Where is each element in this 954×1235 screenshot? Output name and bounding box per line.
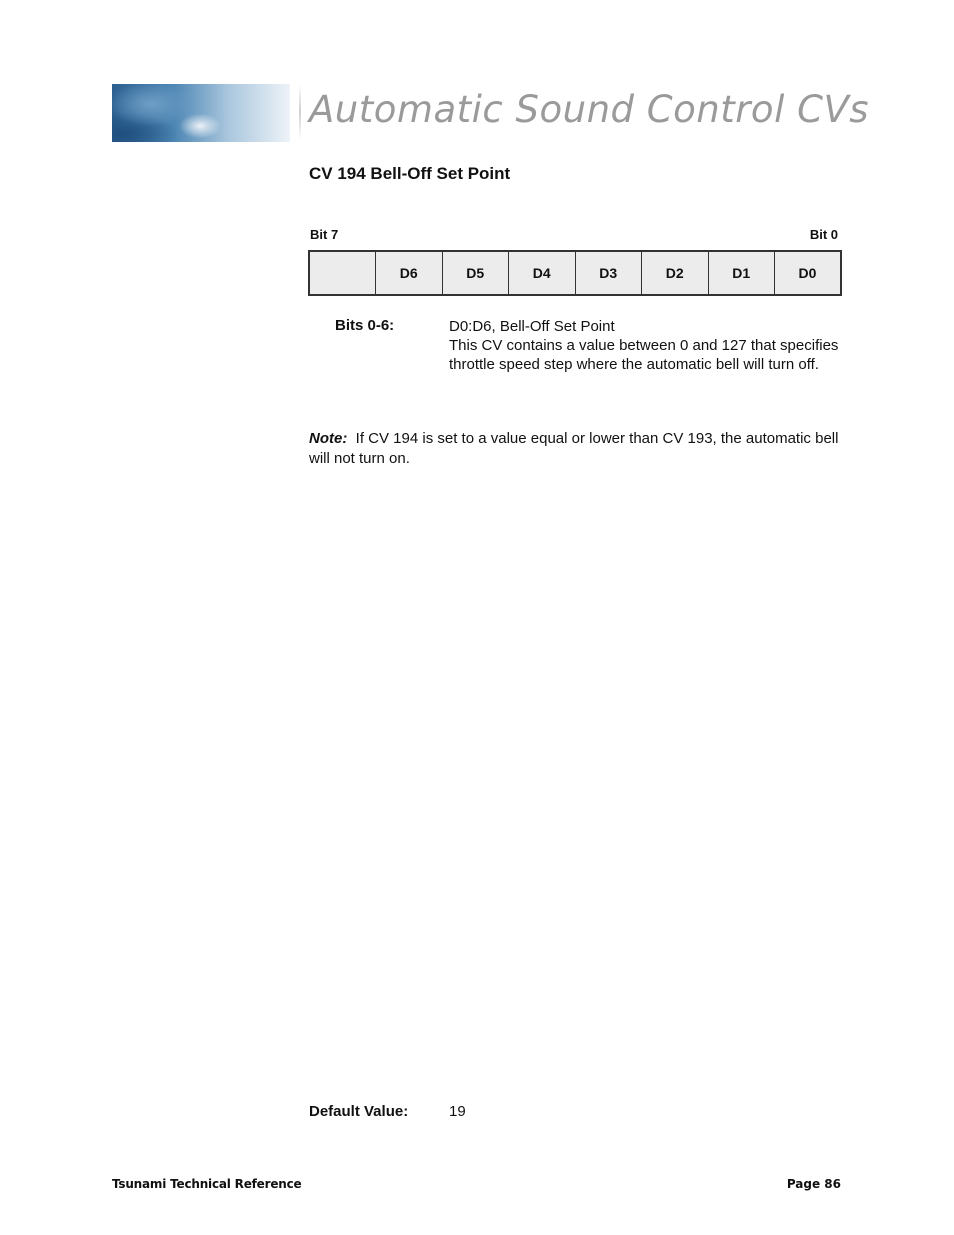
section-heading: CV 194 Bell-Off Set Point (309, 164, 511, 183)
bit-cell-d7 (309, 251, 376, 295)
bit-cell-d3: D3 (575, 251, 642, 295)
bits-description (449, 317, 849, 374)
note-text: If CV 194 is set to a value equal or lower than CV 193, the automatic bell will not turn on. (309, 430, 839, 467)
wave-logo (112, 84, 290, 142)
bits-text: This CV contains a value between 0 and 127 that specifies throttle speed step where the automatic bell will turn off. (449, 337, 839, 373)
bit-cell-d4: D4 (509, 251, 576, 295)
default-value: 19 (449, 1103, 466, 1120)
bit-cell-d2: D2 (642, 251, 709, 295)
default-value-label: Default Value: (309, 1103, 409, 1120)
bit-cell-d1: D1 (708, 251, 775, 295)
bits-label: Bits 0-6: (335, 317, 395, 334)
note (309, 429, 844, 469)
footer-document-title: Tsunami Technical Reference (112, 1177, 302, 1191)
bit-register-table (308, 250, 842, 296)
page-title: Automatic Sound Control CVs (309, 88, 870, 131)
bits-name: D0:D6, Bell-Off Set Point (449, 318, 615, 335)
bit-cell-d6: D6 (376, 251, 443, 295)
bit-0-label: Bit 0 (809, 227, 838, 242)
bit-7-label: Bit 7 (310, 227, 339, 242)
bit-cell-d5: D5 (442, 251, 509, 295)
bit-cell-d0: D0 (775, 251, 842, 295)
note-label: Note: (309, 430, 348, 447)
footer-page-number: Page 86 (786, 1177, 841, 1191)
bit-register-row (309, 251, 841, 295)
header-divider (299, 84, 301, 140)
